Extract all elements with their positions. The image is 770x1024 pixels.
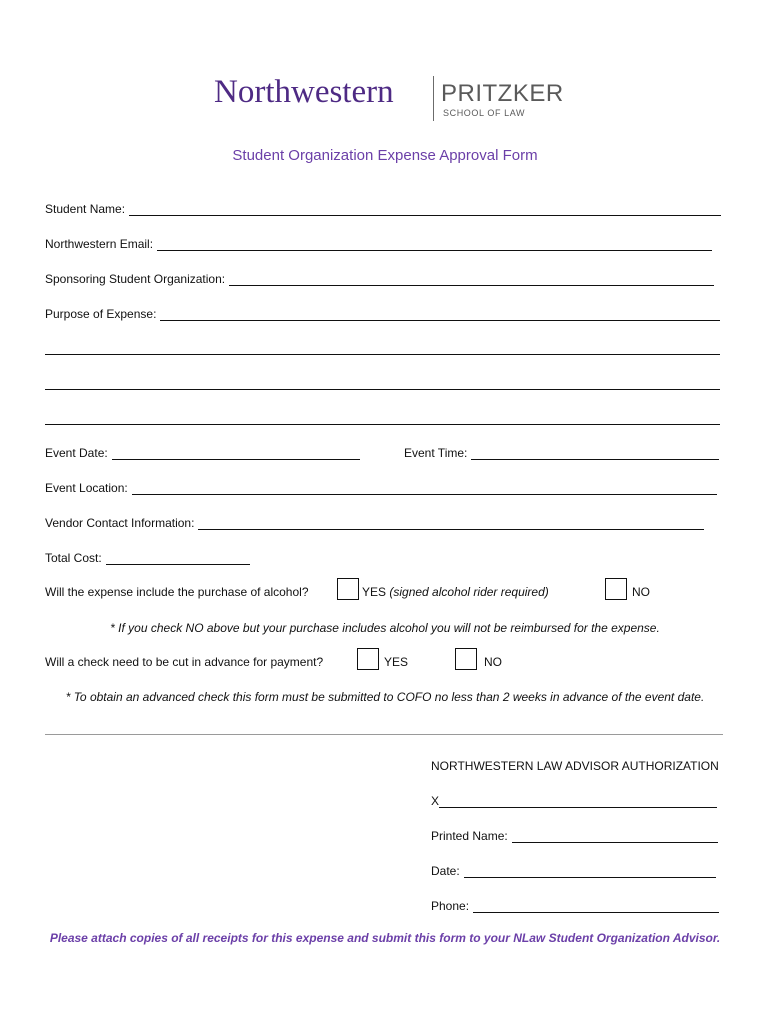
organization-label: Sponsoring Student Organization: — [45, 272, 226, 286]
student-name-line[interactable] — [129, 203, 721, 216]
phone-field[interactable] — [431, 899, 719, 913]
logo-pritzker: PRITZKER — [441, 80, 564, 107]
logo-divider — [433, 76, 434, 121]
vendor-line[interactable] — [198, 517, 704, 530]
email-label: Northwestern Email: — [45, 237, 154, 251]
authorization-heading: NORTHWESTERN LAW ADVISOR AUTHORIZATION — [431, 759, 719, 773]
event-date-line[interactable] — [112, 447, 360, 460]
event-location-line[interactable] — [132, 482, 717, 495]
purpose-line-4[interactable] — [45, 424, 720, 425]
email-field[interactable] — [45, 237, 712, 251]
vendor-label: Vendor Contact Information: — [45, 516, 195, 530]
logo-school-of-law: SCHOOL OF LAW — [443, 108, 526, 118]
event-time-line[interactable] — [471, 447, 719, 460]
date-field[interactable] — [431, 864, 716, 878]
alcohol-note: * If you check NO above but your purchase includes alcohol you will not be reimbursed for the expense. — [110, 621, 660, 635]
alcohol-yes-label: YES — [362, 585, 387, 599]
total-cost-label: Total Cost: — [45, 551, 102, 565]
student-name-field[interactable] — [45, 202, 721, 216]
phone-label: Phone: — [431, 899, 470, 913]
printed-name-label: Printed Name: — [431, 829, 508, 843]
total-cost-line[interactable] — [106, 552, 250, 565]
purpose-line-2[interactable] — [45, 354, 720, 355]
event-time-field[interactable] — [404, 446, 719, 460]
footer-instructions: Please attach copies of all receipts for this expense and submit this form to your NLaw Student Organization Advisor. — [49, 931, 721, 945]
event-location-label: Event Location: — [45, 481, 128, 495]
alcohol-question: Will the expense include the purchase of alcohol? — [45, 585, 309, 599]
purpose-line[interactable] — [160, 308, 720, 321]
phone-line[interactable] — [473, 900, 719, 913]
check-yes-label: YES — [384, 655, 409, 669]
signature-label: X — [431, 794, 440, 808]
printed-name-field[interactable] — [431, 829, 718, 843]
signature-field[interactable] — [431, 794, 717, 808]
purpose-line-3[interactable] — [45, 389, 720, 390]
check-no-label: NO — [484, 655, 502, 669]
alcohol-yes-option — [362, 585, 549, 599]
section-divider — [45, 734, 723, 735]
event-location-field[interactable] — [45, 481, 717, 495]
email-line[interactable] — [157, 238, 712, 251]
check-no-checkbox[interactable] — [455, 648, 477, 670]
check-yes-checkbox[interactable] — [357, 648, 379, 670]
alcohol-no-label: NO — [632, 585, 650, 599]
date-line[interactable] — [464, 865, 716, 878]
signature-line[interactable] — [439, 795, 717, 808]
form-title: Student Organization Expense Approval Form — [232, 147, 538, 164]
event-date-label: Event Date: — [45, 446, 108, 460]
event-time-label: Event Time: — [404, 446, 468, 460]
logo-northwestern: Northwestern — [214, 74, 394, 110]
vendor-field[interactable] — [45, 516, 704, 530]
organization-line[interactable] — [229, 273, 714, 286]
check-note: * To obtain an advanced check this form must be submitted to COFO no less than 2 weeks in advance of the event date. — [65, 690, 705, 704]
printed-name-line[interactable] — [512, 830, 718, 843]
student-name-label: Student Name: — [45, 202, 126, 216]
purpose-field[interactable] — [45, 307, 720, 321]
organization-field[interactable] — [45, 272, 714, 286]
alcohol-no-checkbox[interactable] — [605, 578, 627, 600]
alcohol-yes-checkbox[interactable] — [337, 578, 359, 600]
date-label: Date: — [431, 864, 460, 878]
logo — [0, 70, 770, 126]
purpose-label: Purpose of Expense: — [45, 307, 157, 321]
event-date-field[interactable] — [45, 446, 360, 460]
alcohol-yes-note: (signed alcohol rider required) — [389, 585, 549, 599]
total-cost-field[interactable] — [45, 551, 250, 565]
check-question: Will a check need to be cut in advance for payment? — [45, 655, 324, 669]
